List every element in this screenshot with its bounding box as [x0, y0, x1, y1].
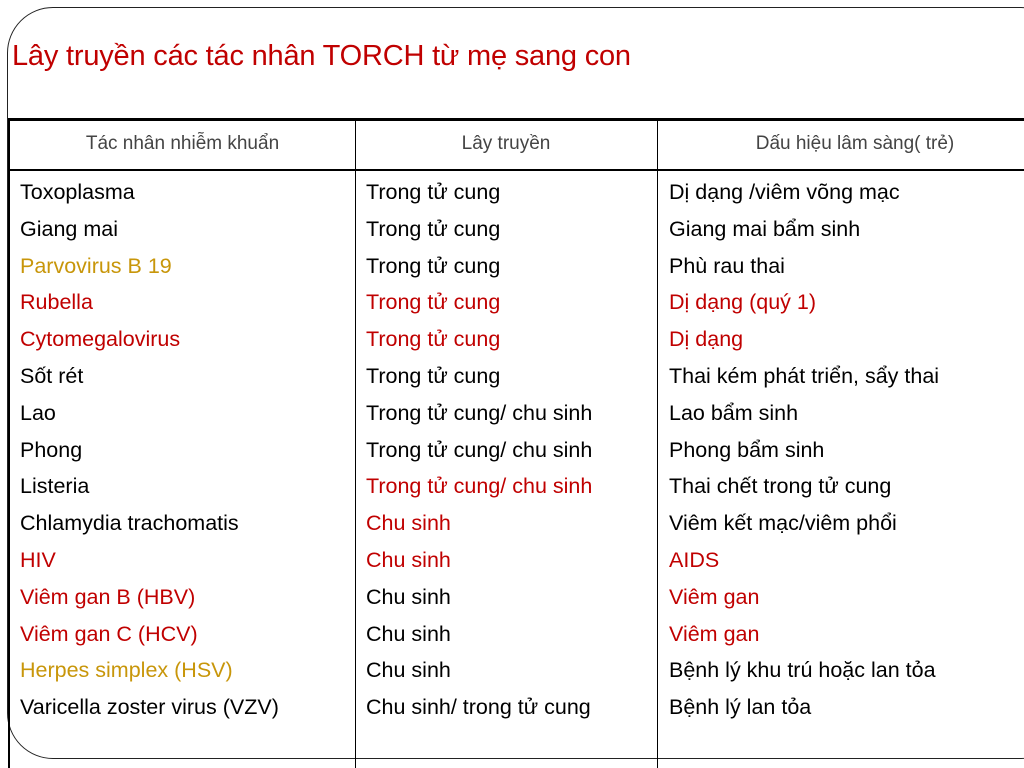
signs-cell: Dị dạng /viêm võng mạc — [669, 180, 900, 204]
transmission-cell: Trong tử cung/ chu sinh — [366, 437, 593, 462]
agent-cell: Phong — [20, 437, 83, 462]
transmission-cell: Trong tử cung — [366, 363, 501, 388]
agent-cell: Varicella zoster virus (VZV) — [20, 695, 279, 720]
agent-cell: Rubella — [20, 290, 93, 315]
agent-column — [20, 174, 279, 726]
agent-cell: Listeria — [20, 474, 90, 499]
agent-cell: Toxoplasma — [20, 180, 135, 204]
signs-cell: Giang mai bẩm sinh — [669, 216, 861, 241]
signs-cell: Lao bẩm sinh — [669, 400, 799, 425]
column-divider — [355, 121, 356, 768]
transmission-cell: Chu sinh — [366, 547, 451, 572]
signs-cell: Bệnh lý khu trú hoặc lan tỏa — [669, 658, 936, 683]
header-agent: Tác nhân nhiễm khuẩn — [85, 133, 280, 154]
header-transmission: Lây truyền — [461, 133, 551, 154]
transmission-cell: Chu sinh/ trong tử cung — [366, 695, 591, 720]
agent-cell: Lao — [20, 400, 56, 425]
transmission-cell: Trong tử cung — [366, 216, 501, 241]
signs-column — [669, 174, 939, 726]
slide-title: Lây truyền các tác nhân TORCH từ mẹ sang con — [12, 40, 631, 72]
signs-cell: Phong bẩm sinh — [669, 437, 825, 462]
transmission-cell: Trong tử cung/ chu sinh — [366, 400, 593, 425]
agent-cell: Parvovirus B 19 — [20, 253, 172, 278]
agent-cell: Giang mai — [20, 216, 118, 241]
agent-cell: Chlamydia trachomatis — [20, 511, 239, 536]
signs-cell: Phù rau thai — [669, 253, 785, 278]
signs-cell: Thai kém phát triển, sẩy thai — [669, 363, 940, 388]
transmission-cell: Chu sinh — [366, 584, 451, 609]
transmission-cell: Chu sinh — [366, 658, 451, 683]
signs-cell: Viêm gan — [669, 621, 760, 646]
column-divider — [657, 121, 658, 768]
signs-cell: AIDS — [669, 547, 720, 572]
torch-table — [8, 118, 1024, 768]
signs-cell: Bệnh lý lan tỏa — [669, 695, 812, 720]
agent-cell: Viêm gan B (HBV) — [20, 584, 196, 609]
transmission-cell: Trong tử cung — [366, 180, 501, 204]
transmission-cell: Trong tử cung/ chu sinh — [366, 474, 593, 499]
transmission-cell: Chu sinh — [366, 511, 451, 536]
agent-cell: HIV — [20, 547, 56, 572]
signs-cell: Dị dạng — [669, 327, 744, 352]
transmission-column — [366, 174, 592, 726]
signs-cell: Viêm gan — [669, 584, 760, 609]
agent-cell: Cytomegalovirus — [20, 327, 181, 352]
agent-cell: Sốt rét — [20, 363, 84, 388]
table-header-row — [10, 121, 1024, 171]
agent-cell: Herpes simplex (HSV) — [20, 658, 233, 683]
signs-cell: Thai chết trong tử cung — [669, 474, 892, 499]
transmission-cell: Trong tử cung — [366, 290, 501, 315]
header-signs: Dấu hiệu lâm sàng( trẻ) — [755, 133, 955, 154]
transmission-cell: Trong tử cung — [366, 327, 501, 352]
transmission-cell: Trong tử cung — [366, 253, 501, 278]
transmission-cell: Chu sinh — [366, 621, 451, 646]
signs-cell: Viêm kết mạc/viêm phổi — [669, 511, 897, 536]
agent-cell: Viêm gan C (HCV) — [20, 621, 198, 646]
signs-cell: Dị dạng (quý 1) — [669, 290, 816, 315]
